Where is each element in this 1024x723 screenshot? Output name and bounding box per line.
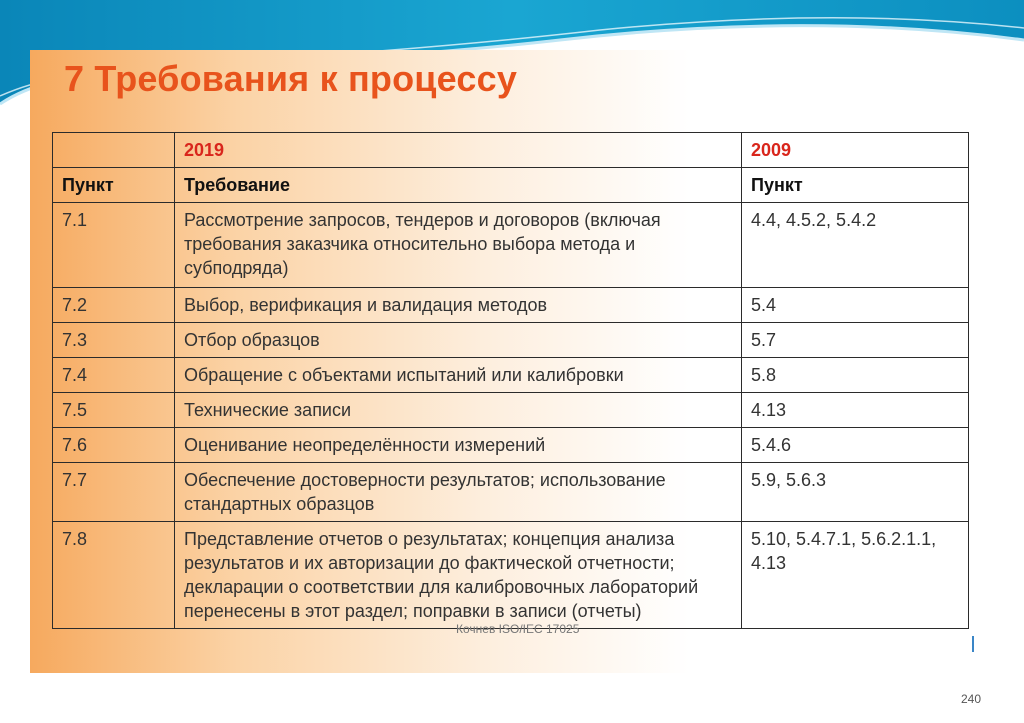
column-header: Пункт	[742, 168, 969, 203]
clause-number: 7.1	[53, 203, 175, 288]
clause-number: 7.3	[53, 323, 175, 358]
clause-number: 7.6	[53, 428, 175, 463]
page-number: 240	[960, 692, 982, 706]
column-header: Требование	[175, 168, 742, 203]
requirement-text: Представление отчетов о результатах; концепция анализа результатов и их авторизации до фактической отчетности; декларации о соответствии для калибровочных лабораторий перенесены в этот раздел; поправки в записи (отчеты)	[175, 522, 742, 629]
table-row	[53, 522, 969, 629]
requirement-text: Оценивание неопределённости измерений	[175, 428, 742, 463]
requirement-text: Выбор, верификация и валидация методов	[175, 288, 742, 323]
old-clause: 4.4, 4.5.2, 5.4.2	[742, 203, 969, 288]
requirement-text: Рассмотрение запросов, тендеров и договоров (включая требования заказчика относительно выбора метода и субподряда)	[175, 203, 742, 288]
year-new-cell: 2019	[175, 133, 742, 168]
table-row	[53, 288, 969, 323]
clause-number: 7.7	[53, 463, 175, 522]
table-row	[53, 323, 969, 358]
clause-number: 7.5	[53, 393, 175, 428]
old-clause: 4.13	[742, 393, 969, 428]
old-clause: 5.4.6	[742, 428, 969, 463]
requirement-text: Обеспечение достоверности результатов; использование стандартных образцов	[175, 463, 742, 522]
table-row	[53, 463, 969, 522]
old-clause: 5.9, 5.6.3	[742, 463, 969, 522]
old-clause: 5.7	[742, 323, 969, 358]
table-row	[53, 428, 969, 463]
table-row	[53, 393, 969, 428]
edge-marker	[972, 636, 974, 652]
requirements-table	[52, 132, 969, 629]
requirement-text: Технические записи	[175, 393, 742, 428]
year-old-cell: 2009	[742, 133, 969, 168]
requirement-text: Отбор образцов	[175, 323, 742, 358]
table-header-row	[53, 168, 969, 203]
table-row	[53, 203, 969, 288]
old-clause: 5.8	[742, 358, 969, 393]
table-cell-empty	[53, 133, 175, 168]
table-row	[53, 133, 969, 168]
clause-number: 7.4	[53, 358, 175, 393]
old-clause: 5.4	[742, 288, 969, 323]
old-clause: 5.10, 5.4.7.1, 5.6.2.1.1, 4.13	[742, 522, 969, 629]
column-header: Пункт	[53, 168, 175, 203]
clause-number: 7.8	[53, 522, 175, 629]
table-row	[53, 358, 969, 393]
slide-title: 7 Требования к процессу	[64, 58, 518, 99]
slide-footer: Кочнев ISO/IEC 17025	[456, 622, 580, 636]
clause-number: 7.2	[53, 288, 175, 323]
requirement-text: Обращение с объектами испытаний или калибровки	[175, 358, 742, 393]
